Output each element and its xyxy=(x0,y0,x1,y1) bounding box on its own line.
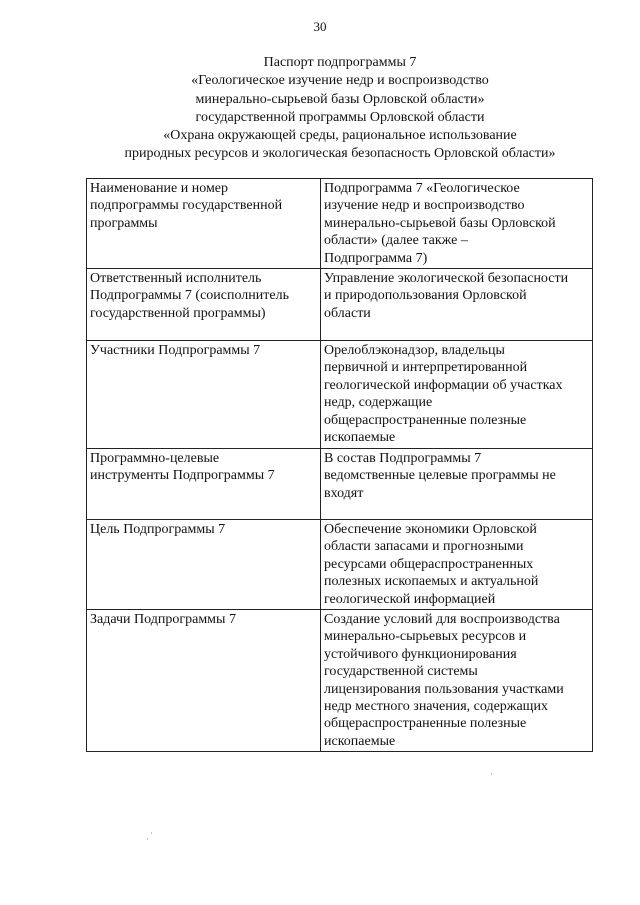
table-row xyxy=(87,269,593,341)
row-value: Обеспечение экономики Орловской области запасами и прогнозными ресурсами общераспространенных полезных ископаемых и актуальной геологической информацией xyxy=(321,520,593,610)
row-label: Ответственный исполнитель Подпрограммы 7 (соисполнитель государственной программы) xyxy=(87,269,321,341)
row-value: Создание условий для воспроизводства минерально-сырьевых ресурсов и устойчивого функционирования государственной системы лицензирования пользования участками недр местного значения, содержащих общераспространенные полезные ископаемые xyxy=(321,610,593,752)
row-value: В состав Подпрограммы 7 ведомственные целевые программы не входят xyxy=(321,449,593,520)
table-row xyxy=(87,449,593,520)
scan-speck: · xyxy=(146,834,149,844)
table-row xyxy=(87,610,593,752)
row-label: Цель Подпрограммы 7 xyxy=(87,520,321,610)
document-header xyxy=(40,54,640,164)
header-line: минерально-сырьевой базы Орловской области» xyxy=(195,91,485,107)
header-line: природных ресурсов и экологическая безопасность Орловской области» xyxy=(124,146,556,162)
header-line: Паспорт подпрограммы 7 xyxy=(263,55,417,70)
row-value: Подпрограмма 7 «Геологическое изучение недр и воспроизводство минерально-сырьевой базы Орловской области» (далее также – Подпрограмма 7) xyxy=(321,179,593,269)
scan-speck: · xyxy=(490,769,493,779)
header-line: «Геологическое изучение недр и воспроизводство xyxy=(191,73,489,89)
passport-table xyxy=(86,178,593,752)
table-row xyxy=(87,520,593,610)
scan-speck: · xyxy=(150,828,153,838)
row-label: Наименование и номер подпрограммы государственной программы xyxy=(87,179,321,269)
row-label: Программно-целевые инструменты Подпрограммы 7 xyxy=(87,449,321,520)
table-row xyxy=(87,179,593,269)
header-line: «Охрана окружающей среды, рациональное использование xyxy=(163,128,517,144)
row-value: Орелоблэконадзор, владельцы первичной и интерпретированной геологической информации об участках недр, содержащие общераспространенные полезные ископаемые xyxy=(321,341,593,449)
row-label: Участники Подпрограммы 7 xyxy=(87,341,321,449)
row-label: Задачи Подпрограммы 7 xyxy=(87,610,321,752)
page-number: 30 xyxy=(313,19,327,34)
table-row xyxy=(87,341,593,449)
row-value: Управление экологической безопасности и природопользования Орловской области xyxy=(321,269,593,341)
header-line: государственной программы Орловской области xyxy=(195,109,485,125)
